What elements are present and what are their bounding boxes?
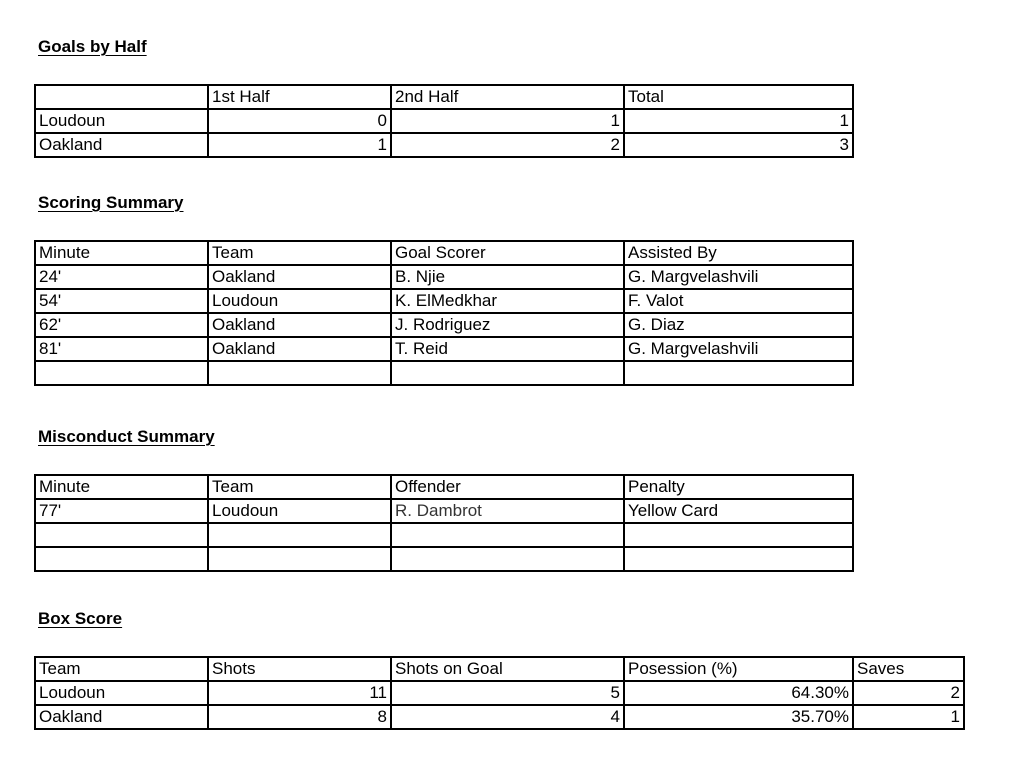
- table-header-cell: Offender: [391, 475, 624, 499]
- table-header-cell: Shots: [208, 657, 391, 681]
- table-row: [35, 109, 853, 133]
- empty-cell: [624, 547, 853, 571]
- table-header-cell: [35, 85, 208, 109]
- empty-cell: [208, 523, 391, 547]
- scoring-summary-table: [34, 240, 854, 386]
- table-header-row: [35, 657, 964, 681]
- table-header-cell: 1st Half: [208, 85, 391, 109]
- table-row-empty: [35, 523, 853, 547]
- possession-cell: 64.30%: [624, 681, 853, 705]
- table-row: [35, 705, 964, 729]
- minute-cell: 81': [35, 337, 208, 361]
- shots-cell: 8: [208, 705, 391, 729]
- shots-cell: 11: [208, 681, 391, 705]
- first-half-cell: 0: [208, 109, 391, 133]
- box-score-title: Box Score: [38, 609, 123, 628]
- penalty-cell: Yellow Card: [624, 499, 853, 523]
- misconduct-summary-table: [34, 474, 854, 572]
- goal-scorer-cell: T. Reid: [391, 337, 624, 361]
- table-header-cell: Posession (%): [624, 657, 853, 681]
- second-half-cell: 1: [391, 109, 624, 133]
- box-score-table: [34, 656, 965, 730]
- second-half-cell: 2: [391, 133, 624, 157]
- table-header-cell: Assisted By: [624, 241, 853, 265]
- table-row: [35, 313, 853, 337]
- empty-cell: [391, 361, 624, 385]
- empty-cell: [35, 361, 208, 385]
- minute-cell: 62': [35, 313, 208, 337]
- misconduct-summary-title: Misconduct Summary: [38, 427, 215, 446]
- minute-cell: 24': [35, 265, 208, 289]
- saves-cell: 2: [853, 681, 964, 705]
- table-header-cell: Shots on Goal: [391, 657, 624, 681]
- team-cell: Oakland: [208, 265, 391, 289]
- assisted-by-cell: F. Valot: [624, 289, 853, 313]
- team-cell: Oakland: [208, 313, 391, 337]
- shots-on-goal-cell: 4: [391, 705, 624, 729]
- table-header-cell: Saves: [853, 657, 964, 681]
- shots-on-goal-cell: 5: [391, 681, 624, 705]
- table-header-cell: Total: [624, 85, 853, 109]
- table-row: [35, 289, 853, 313]
- team-cell: Loudoun: [35, 109, 208, 133]
- assisted-by-cell: G. Margvelashvili: [624, 337, 853, 361]
- minute-cell: 54': [35, 289, 208, 313]
- possession-cell: 35.70%: [624, 705, 853, 729]
- minute-cell: 77': [35, 499, 208, 523]
- table-header-row: [35, 85, 853, 109]
- empty-cell: [35, 523, 208, 547]
- table-row-empty: [35, 361, 853, 385]
- table-header-cell: Minute: [35, 475, 208, 499]
- empty-cell: [35, 547, 208, 571]
- team-cell: Loudoun: [208, 499, 391, 523]
- table-header-cell: Team: [35, 657, 208, 681]
- team-cell: Loudoun: [35, 681, 208, 705]
- table-row-empty: [35, 547, 853, 571]
- table-header-cell: Penalty: [624, 475, 853, 499]
- total-cell: 3: [624, 133, 853, 157]
- scoring-summary-title: Scoring Summary: [38, 193, 184, 212]
- table-header-cell: Team: [208, 475, 391, 499]
- saves-cell: 1: [853, 705, 964, 729]
- table-row: [35, 337, 853, 361]
- assisted-by-cell: G. Margvelashvili: [624, 265, 853, 289]
- team-cell: Oakland: [35, 705, 208, 729]
- goals-by-half-title: Goals by Half: [38, 37, 147, 56]
- goal-scorer-cell: K. ElMedkhar: [391, 289, 624, 313]
- table-header-row: [35, 475, 853, 499]
- team-cell: Oakland: [35, 133, 208, 157]
- total-cell: 1: [624, 109, 853, 133]
- table-row: [35, 265, 853, 289]
- empty-cell: [624, 361, 853, 385]
- team-cell: Loudoun: [208, 289, 391, 313]
- goals-by-half-table: [34, 84, 854, 158]
- goal-scorer-cell: B. Njie: [391, 265, 624, 289]
- table-header-row: [35, 241, 853, 265]
- empty-cell: [208, 361, 391, 385]
- table-header-cell: Minute: [35, 241, 208, 265]
- table-row: [35, 681, 964, 705]
- empty-cell: [208, 547, 391, 571]
- team-cell: Oakland: [208, 337, 391, 361]
- table-header-cell: Goal Scorer: [391, 241, 624, 265]
- first-half-cell: 1: [208, 133, 391, 157]
- empty-cell: [624, 523, 853, 547]
- assisted-by-cell: G. Diaz: [624, 313, 853, 337]
- empty-cell: [391, 547, 624, 571]
- empty-cell: [391, 523, 624, 547]
- table-header-cell: Team: [208, 241, 391, 265]
- offender-cell: R. Dambrot: [391, 499, 624, 523]
- goal-scorer-cell: J. Rodriguez: [391, 313, 624, 337]
- table-row: [35, 133, 853, 157]
- table-header-cell: 2nd Half: [391, 85, 624, 109]
- table-row: [35, 499, 853, 523]
